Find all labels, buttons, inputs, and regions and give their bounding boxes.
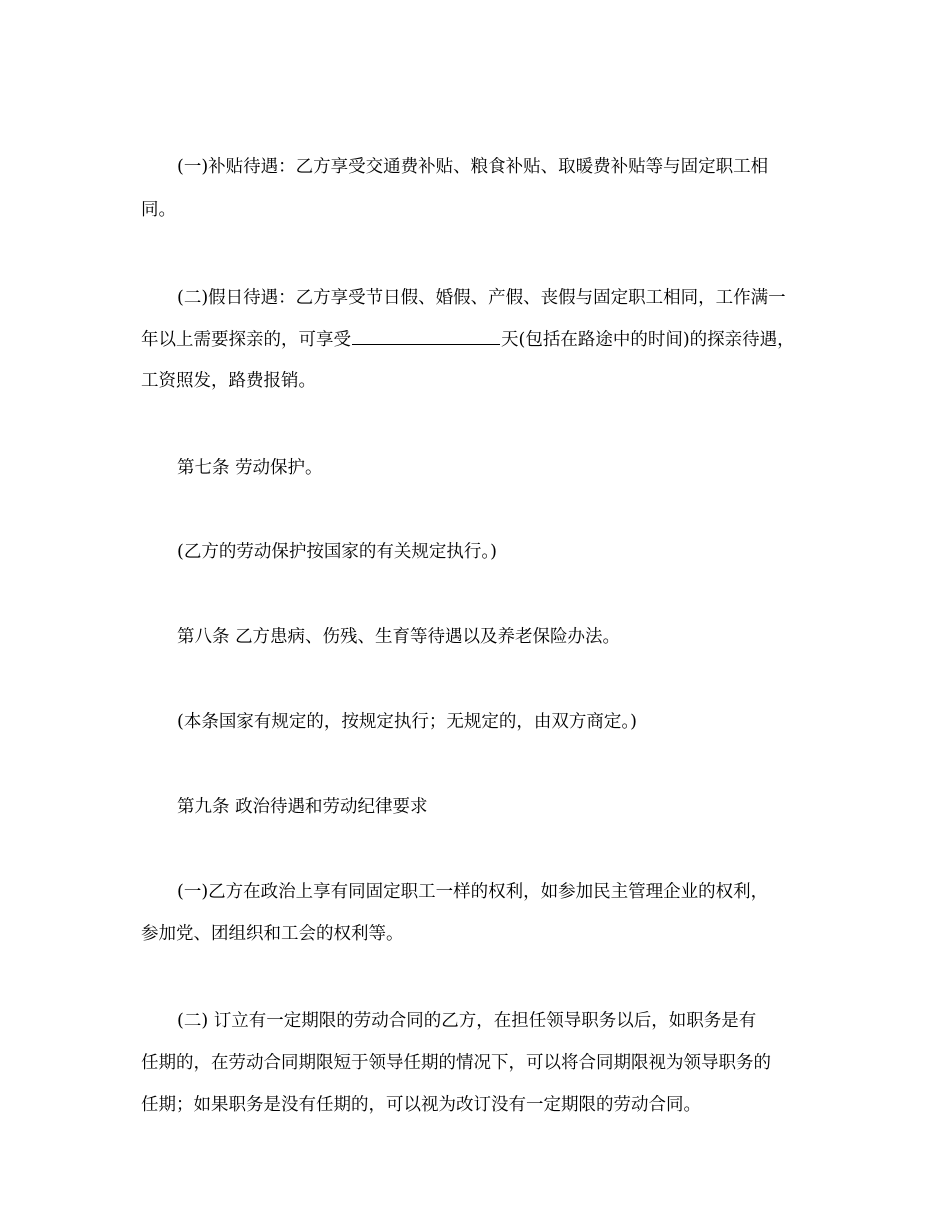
article-8-title: 第八条 乙方患病、伤残、生育等待遇以及养老保险办法。 [177, 627, 621, 647]
political-rights-line-2: 参加党、团组织和工会的权利等。 [141, 924, 404, 944]
political-rights-line-1: (一)乙方在政治上享有同固定职工一样的权利，如参加民主管理企业的权利， [177, 882, 769, 902]
subsidy-paragraph-line-2: 同。 [141, 200, 176, 220]
holiday-line-2-before-blank: 年以上需要探亲的，可享受 [141, 330, 351, 350]
leadership-term-line-3: 任期；如果职务是没有任期的，可以视为改订没有一定期限的劳动合同。 [141, 1095, 701, 1115]
holiday-paragraph-line-2 [141, 327, 795, 352]
days-blank-field[interactable] [352, 327, 500, 345]
holiday-paragraph-line-3: 工资照发，路费报销。 [141, 371, 316, 391]
holiday-line-2-after-blank: 天(包括在路途中的时间)的探亲待遇， [501, 330, 795, 350]
article-8-note: (本条国家有规定的，按规定执行；无规定的，由双方商定。) [177, 712, 637, 732]
article-7-note: (乙方的劳动保护按国家的有关规定执行。) [177, 542, 497, 562]
subsidy-paragraph-line-1: (一)补贴待遇：乙方享受交通费补贴、粮食补贴、取暖费补贴等与固定职工相 [177, 157, 769, 177]
article-9-title: 第九条 政治待遇和劳动纪律要求 [177, 797, 428, 817]
leadership-term-line-1: (二) 订立有一定期限的劳动合同的乙方，在担任领导职务以后，如职务是有 [177, 1011, 757, 1031]
leadership-term-line-2: 任期的，在劳动合同期限短于领导任期的情况下，可以将合同期限视为领导职务的 [141, 1053, 771, 1073]
article-7-title: 第七条 劳动保护。 [177, 458, 323, 478]
holiday-paragraph-line-1: (二)假日待遇：乙方享受节日假、婚假、产假、丧假与固定职工相同，工作满一 [177, 288, 786, 308]
